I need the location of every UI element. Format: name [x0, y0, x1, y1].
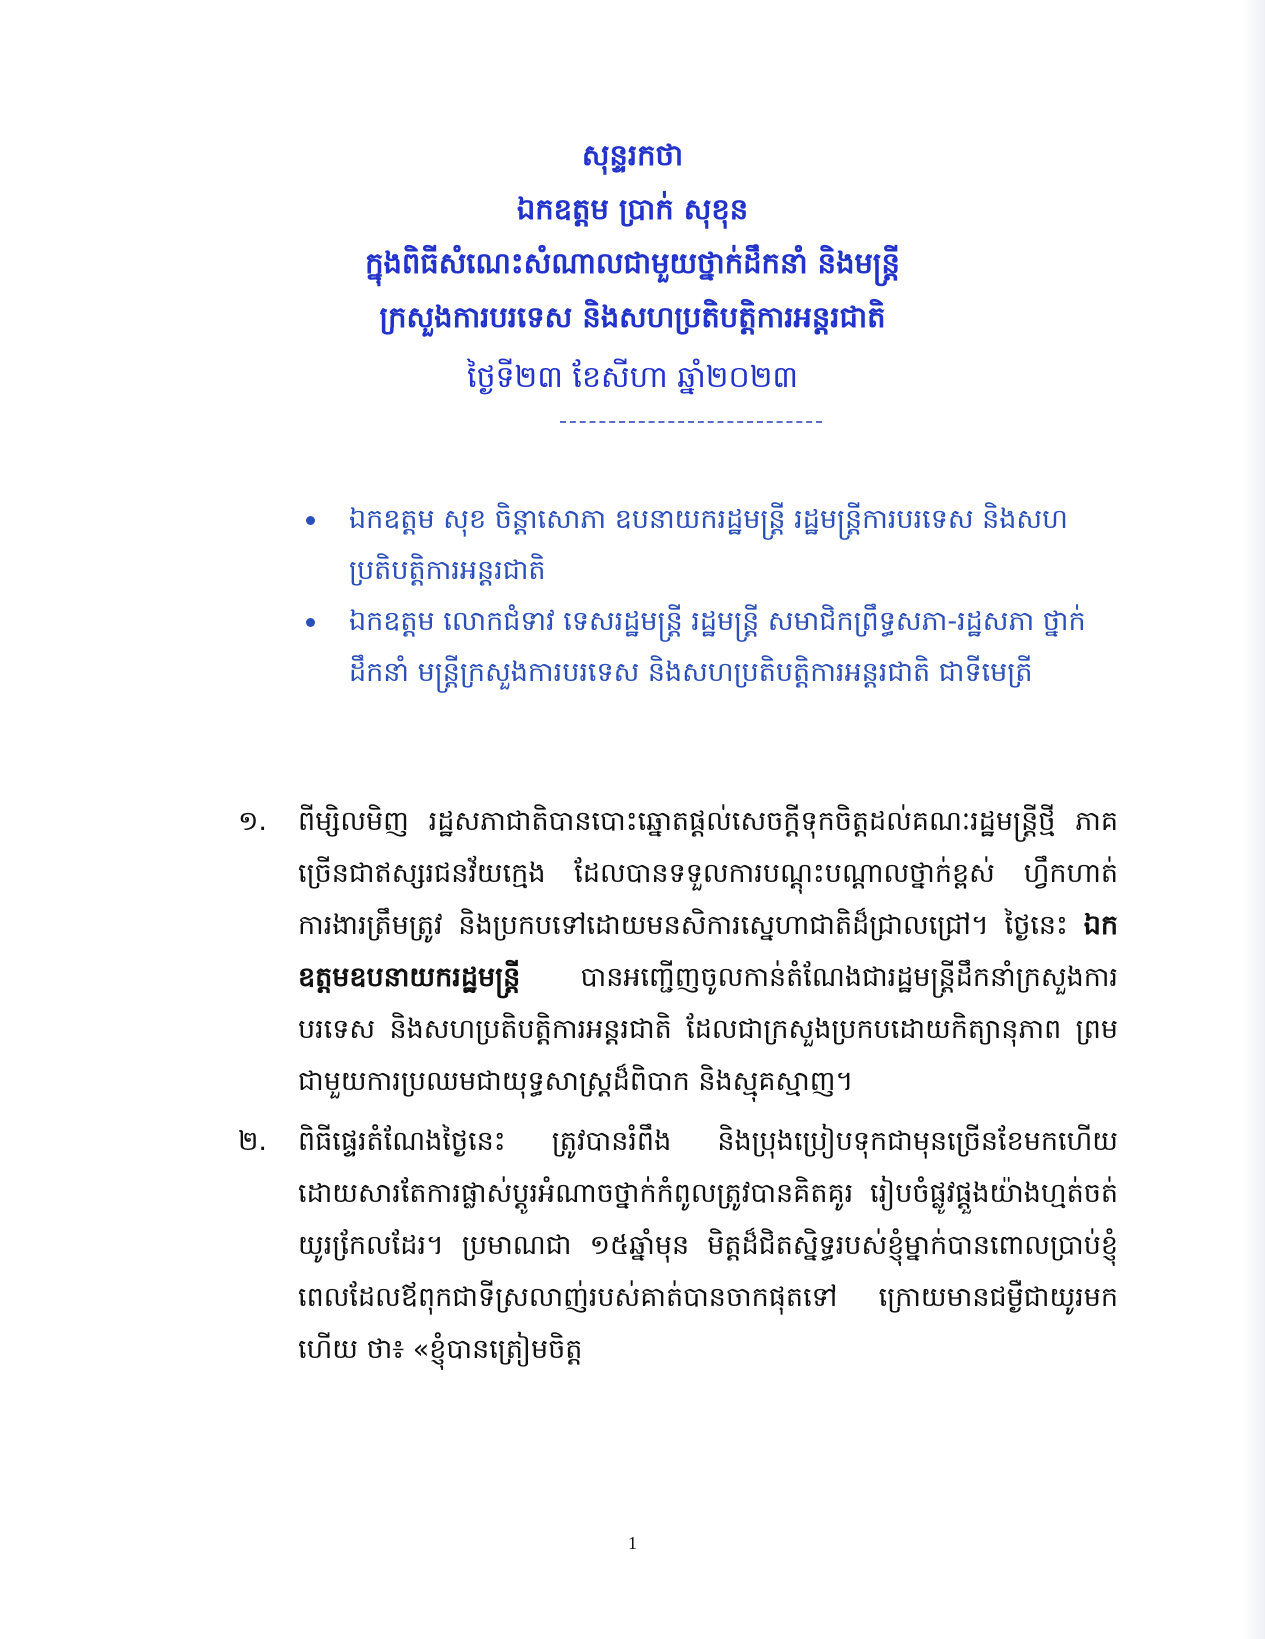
numbered-paragraph	[238, 796, 1118, 1108]
paragraph-text: ពិធីផ្ទេរតំណែងថ្ងៃនេះ ត្រូវបានរំពឹង និងប្រុងប្រៀបទុកជាមុនច្រើនខែមកហើយ ដោយសារតែការផ្លាស់ប្តូរអំណាចថ្នាក់កំពូលត្រូវបានគិតគូរ រៀបចំផ្លូវផ្តួងយ៉ាងហ្មត់ចត់យូរកែ្រលដែរ។ ប្រមាណជា ១៥ឆ្នាំមុន មិត្តដ៏ជិតស្និទ្ធរបស់ខ្ញុំម្នាក់បានពោលប្រាប់ខ្ញុំ ពេលដែលឪពុកជាទីស្រលាញ់របស់គាត់បានចាកផុតទៅ ក្រោយមានជម្ងឺជាយូរមកហើយ ថា៖ «ខ្ញុំបានត្រៀមចិត្ត	[298, 1126, 1118, 1365]
paragraph-text: បានអញ្ជើញចូលកាន់តំណែងជារដ្ឋមន្ត្រីដឹកនាំក្រសួងការបរទេស និងសហប្រតិបត្តិការអន្តរជាតិ ដែលជាក្រសួងប្រកបដោយកិត្យានុភាព ព្រមជាមួយការប្រឈមជាយុទ្ធសាស្ត្រដ៏ពិបាក និងស្មុគស្មាញ។	[298, 962, 1118, 1097]
salutation-text: ឯកឧត្តម សុខ ចិន្តាសោភា ឧបនាយករដ្ឋមន្ត្រី រដ្ឋមន្ត្រីការបរទេស និងសហប្រតិបត្តិការអន្តរជាតិ	[349, 504, 1068, 586]
paragraph-number: ១.	[238, 806, 268, 837]
salutation-list	[300, 494, 1110, 698]
title-date: ថ្ងៃទី២៣ ខែសីហា ឆ្នាំ២០២៣	[466, 360, 799, 395]
dashed-divider	[560, 421, 822, 423]
numbered-paragraph	[238, 1116, 1118, 1376]
paragraph-text: ពីម្សិលមិញ រដ្ឋសភាជាតិបានបោះឆ្នោតផ្តល់សេចក្តីទុកចិត្តដល់គណៈរដ្ឋមន្ត្រីថ្មី ភាគច្រើនជាឥស្សរជនវ័យក្មេង ដែលបានទទួលការបណ្តុះបណ្តាលថ្នាក់ខ្ពស់ ហ្វឹកហាត់ការងារត្រឹមត្រូវ និងប្រកបទៅដោយមនសិការស្នេហាជាតិដ៏ជ្រាលជ្រៅ។ ថ្ងៃនេះ	[298, 806, 1118, 941]
title-speaker: ឯកឧត្តម ប្រាក់ សុខុន	[516, 192, 749, 226]
speech-body	[238, 796, 1118, 1384]
salutation-item	[300, 596, 1110, 698]
title-speech: សុន្ទរកថា	[581, 138, 684, 172]
title-occasion: ក្នុងពិធីសំណេះសំណាលជាមួយថ្នាក់ដឹកនាំ និងមន្ត្រី	[365, 246, 900, 280]
page-number: 1	[628, 1533, 637, 1553]
title-ministry: ក្រសួងការបរទេស និងសហប្រតិបត្តិការអន្តរជាតិ	[379, 300, 886, 334]
paragraph-number: ២.	[238, 1126, 268, 1157]
paragraph-bold-text: ឯកឧត្តមឧបនាយករដ្ឋមន្ត្រី	[298, 910, 1118, 993]
bullet-dot-icon	[306, 618, 315, 627]
salutation-text: ឯកឧត្តម លោកជំទាវ ទេសរដ្ឋមន្ត្រី រដ្ឋមន្ត្រី សមាជិកព្រឹទ្ធសភា-រដ្ឋសភា ថ្នាក់ដឹកនាំ មន្ត្រីក្រសួងការបរទេស និងសហប្រតិបត្តិការអន្តរជាតិ ជាទីមេត្រី	[349, 606, 1086, 688]
bullet-dot-icon	[306, 516, 315, 525]
salutation-item	[300, 494, 1110, 596]
document-title-block	[0, 128, 1265, 400]
